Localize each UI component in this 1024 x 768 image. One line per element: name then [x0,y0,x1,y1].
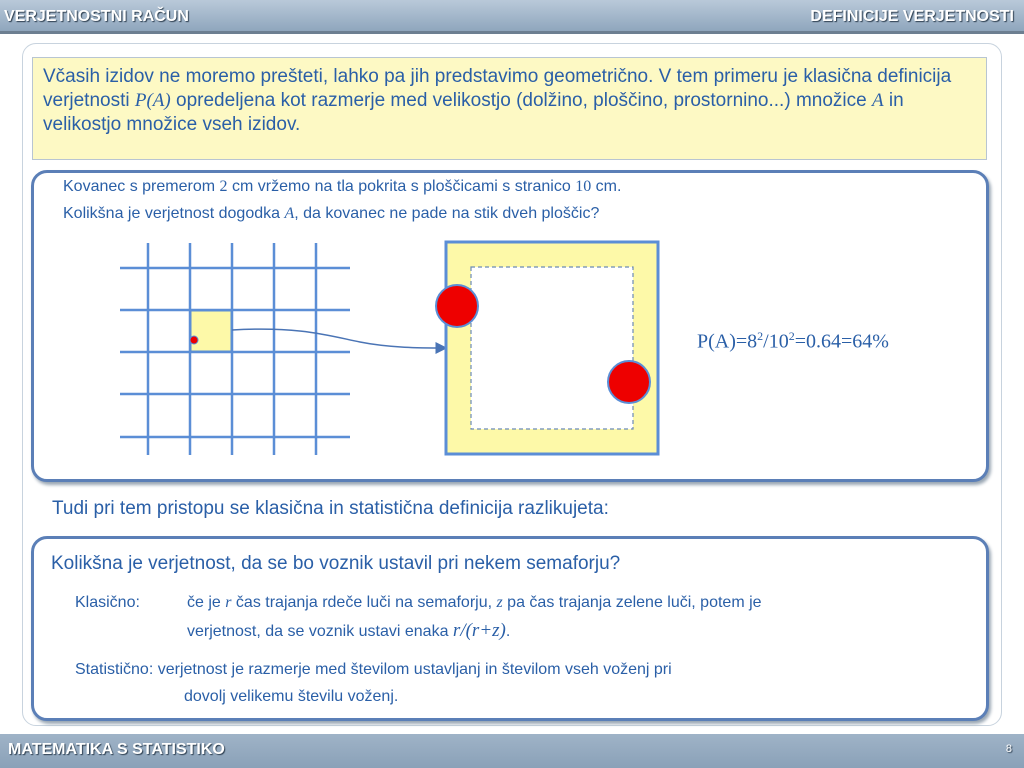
classical-line-1 [187,594,762,612]
example-l1-b: cm vržemo na tla pokrita s ploščicami s stranico [227,178,576,195]
classical-b: čas trajanja rdeče luči na semaforju, [231,594,497,611]
intro-pa: P(A) [134,90,171,111]
example-l2-v: A [284,205,295,222]
formula-rhs: =0.64=64% [794,330,889,353]
zoom-arrow [232,329,446,348]
statistical-line-1 [75,661,672,679]
intro-text-2: opredeljena kot razmerje med velikostjo (dolžino, ploščino, prostornino...) množice [170,90,872,111]
highlighted-tile [191,311,231,351]
statistical-label: Statistično: [75,661,154,678]
transition-text: Tudi pri tem pristopu se klasična in statistična definicija razlikujeta: [52,498,609,519]
small-coin [190,336,198,344]
footer-bar [0,734,1024,768]
classical-z: z [496,594,503,611]
example-l1-n1: 2 [219,178,228,195]
footer-title: MATEMATIKA S STATISTIKO [8,741,225,758]
example-l2-b: , da kovanec ne pade na stik dveh ploščic? [294,205,600,222]
intro-text-1: Včasih izidov ne moremo prešteti, lahko pa jih predstavimo geometrično. V tem primeru je klasična definicija verjetnosti [43,66,952,111]
formula-mid: /10 [763,330,789,353]
coin-right [608,361,650,403]
intro-text-3: in velikostjo množice vseh izidov. [43,90,904,135]
header-section: DEFINICIJE VERJETNOSTI [810,8,1014,25]
classical-c: pa čas trajanja zelene luči, potem je [502,594,762,611]
classical-formula: r/(r+z) [452,620,506,641]
header-chapter: VERJETNOSTNI RAČUN [4,8,189,25]
example-l2-a: Kolikšna je verjetnost dogodka [63,205,285,222]
classical-dot: . [505,623,511,640]
intro-a: A [871,90,884,111]
statistical-l1: verjetnost je razmerje med številom ustavljanj in številom vseh voženj pri [153,661,672,678]
formula-exp2: 2 [788,329,795,343]
formula-exp1: 2 [757,329,764,343]
page-number: 8 [1005,743,1012,755]
example-l1-a: Kovanec s premerom [63,178,220,195]
classical-l2: verjetnost, da se voznik ustavi enaka [187,623,453,640]
example-l1-n2: 10 [575,178,592,195]
safe-zone [471,267,633,429]
coin-left [436,285,478,327]
formula-base1: 8 [747,330,758,353]
tile-grid [120,243,350,455]
example-l1-c: cm. [591,178,622,195]
classical-label: Klasično: [75,594,140,611]
classical-r: r [225,594,232,611]
statistical-line-2: dovolj velikemu številu voženj. [184,688,399,705]
classical-line-2 [187,620,510,642]
classical-a: če je [187,594,226,611]
probability-formula [697,329,889,354]
formula-lhs: P(A)= [697,330,748,353]
question-title: Kolikšna je verjetnost, da se bo voznik ustavil pri nekem semaforju? [51,553,621,574]
